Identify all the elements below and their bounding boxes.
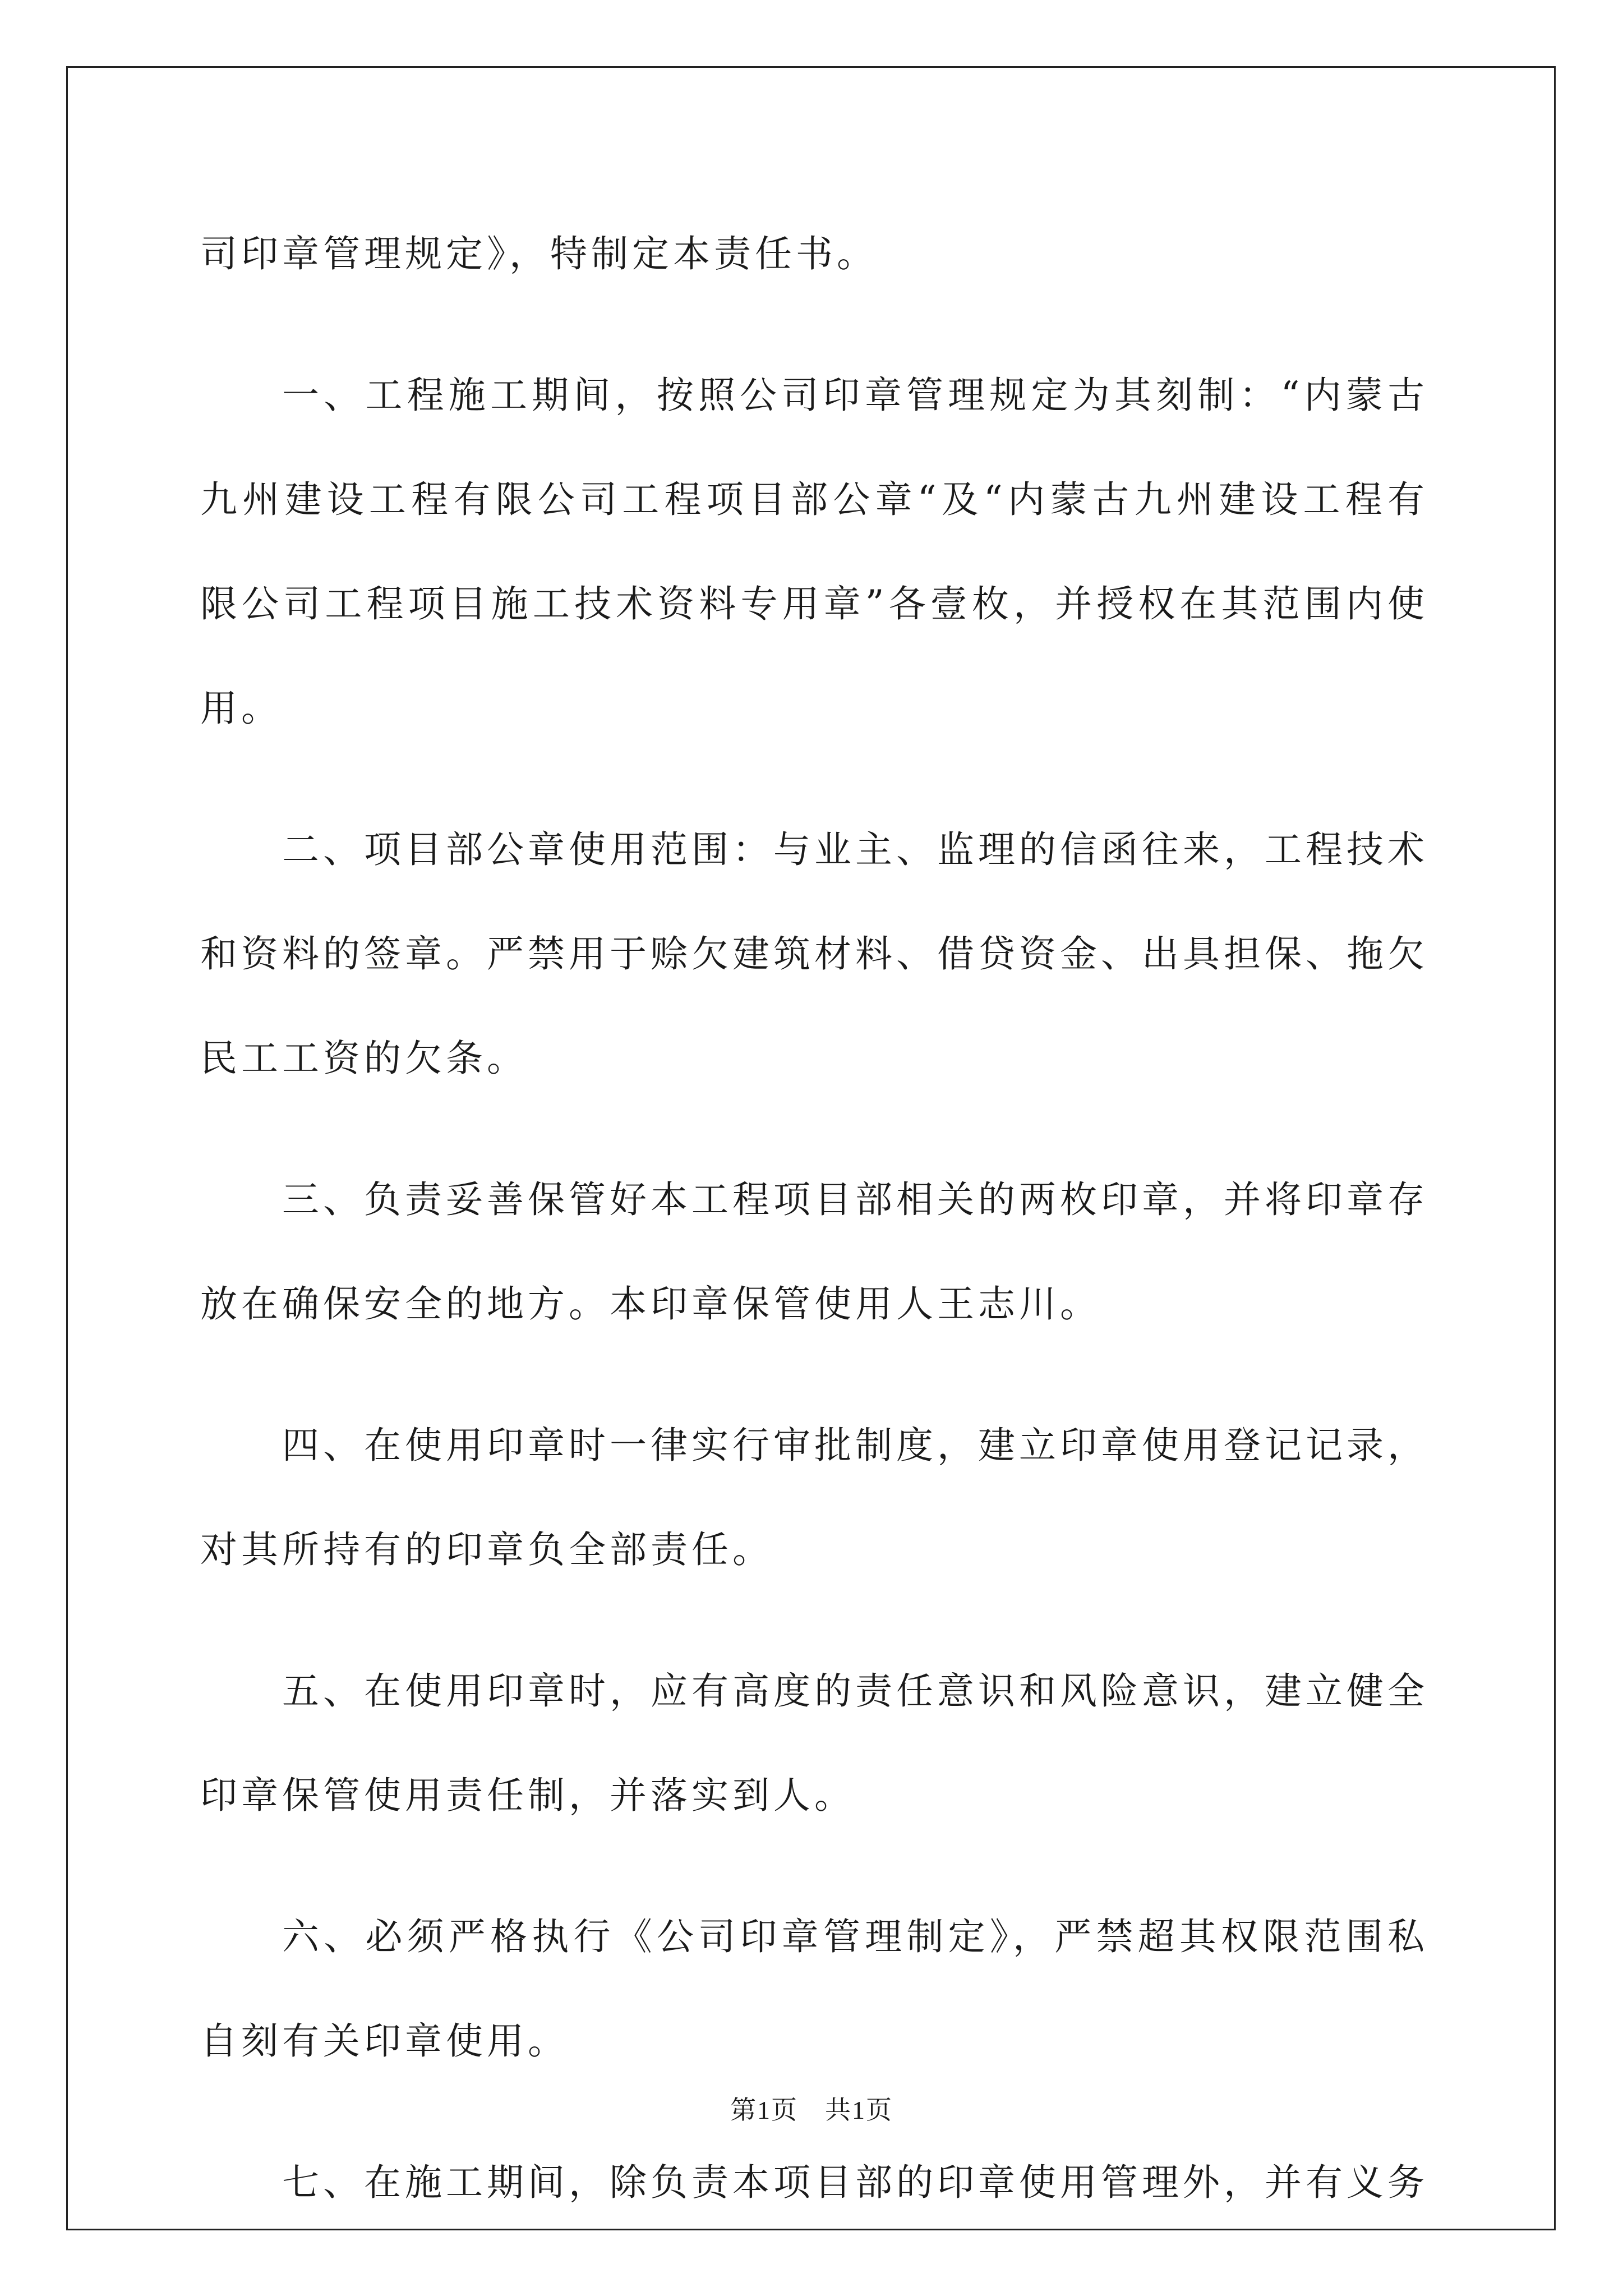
paragraph-clause-1: 一、工程施工期间，按照公司印章管理规定为其刻制：“内蒙古九州建设工程有限公司工程项目部公章“及“内蒙古九州建设工程有限公司工程项目施工技术资料专用章”各壹枚，并授权在其范围内使用。 — [200, 374, 1428, 730]
page-number-footer: 第1页 共1页 — [730, 2096, 893, 2124]
paragraph-clause-5: 五、在使用印章时，应有高度的责任意识和风险意识，建立健全印章保管使用责任制，并落实到人。 — [200, 1669, 1428, 1817]
paragraph-clause-3: 三、负责妥善保管好本工程项目部相关的两枚印章，并将印章存放在确保安全的地方。本印章保管使用人王志川。 — [200, 1178, 1428, 1326]
paragraph-continuation: 司印章管理规定》，特制定本责任书。 — [200, 232, 878, 275]
paragraph-clause-7: 七、在施工期间，除负责本项目部的印章使用管理外，并有义务 — [282, 2161, 1428, 2204]
paragraph-clause-4: 四、在使用印章时一律实行审批制度，建立印章使用登记记录，对其所持有的印章负全部责任。 — [200, 1424, 1428, 1571]
paragraph-clause-6: 六、必须严格执行《公司印章管理制定》，严禁超其权限范围私自刻有关印章使用。 — [200, 1915, 1428, 2063]
document-body — [200, 202, 1428, 2272]
paragraph-clause-2: 二、项目部公章使用范围：与业主、监理的信函往来，工程技术和资料的签章。严禁用于赊欠建筑材料、借贷资金、出具担保、拖欠民工工资的欠条。 — [200, 828, 1428, 1080]
